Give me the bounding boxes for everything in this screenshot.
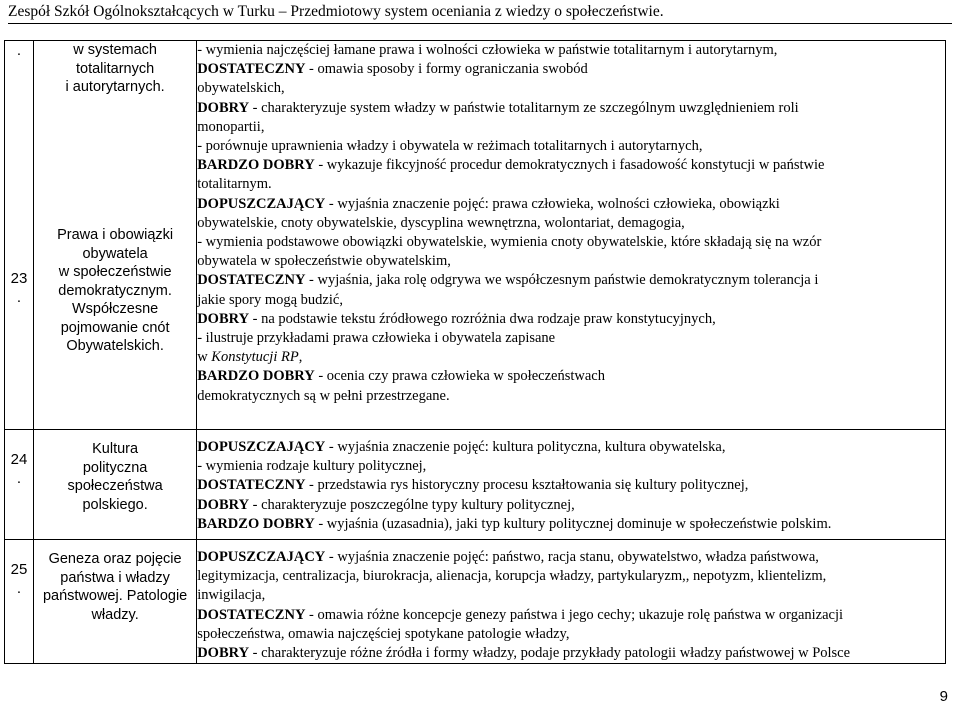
grade-level-label: DOPUSZCZAJĄCY: [197, 549, 326, 565]
row-number: [5, 41, 34, 430]
criteria-text: - wyjaśnia znaczenie pojęć: prawa człowieka, wolności człowieka, obowiązki: [325, 195, 780, 212]
criteria-line: [197, 137, 945, 156]
grade-level-label: DOSTATECZNY: [197, 272, 306, 289]
grade-level-label: DOSTATECZNY: [197, 61, 306, 78]
topic-line: polityczna: [82, 459, 148, 476]
criteria-line: [197, 644, 945, 663]
criteria-line: [197, 195, 945, 214]
row-number-line: [5, 136, 33, 155]
row-number-line: [5, 117, 33, 136]
row-number-line: [5, 250, 33, 269]
criteria-line: [197, 625, 945, 644]
header-title: Zespół Szkół Ogólnokształcących w Turku – Przedmiotowy system oceniania z wiedzy o społeczeństwie.: [8, 3, 664, 20]
row-number-line: [5, 326, 33, 345]
topic-line: [34, 189, 196, 208]
criteria-line: [197, 476, 945, 495]
criteria-text: - wymienia podstawowe obowiązki obywatelskie, wymienia cnoty obywatelskie, które składają się na wzór: [197, 234, 822, 251]
grade-level-label: BARDZO DOBRY: [197, 515, 315, 532]
grade-level-label: BARDZO DOBRY: [197, 157, 315, 174]
row-number-line: .: [16, 580, 22, 597]
topic-line: [34, 208, 196, 227]
row-number-line: 25: [10, 561, 28, 578]
table-row: [5, 430, 946, 540]
grade-level-label: BARDZO DOBRY: [197, 368, 315, 385]
criteria-line: [197, 348, 945, 367]
grade-level-label: DOSTATECZNY: [197, 477, 306, 494]
criteria-text: - wykazuje fikcyjność procedur demokratycznych i fasadowość konstytucji w państwie: [314, 157, 825, 174]
topic-line: pojmowanie cnót: [60, 319, 170, 336]
criteria-line: [197, 438, 945, 457]
row-number-line: .: [16, 42, 22, 59]
topic-line: Kultura: [92, 441, 139, 457]
row-number-line: [5, 364, 33, 383]
topic-line: w społeczeństwie: [58, 264, 172, 280]
grade-level-label: DOBRY: [197, 99, 250, 116]
row-number-line: [5, 345, 33, 364]
criteria-text: - wymienia rodzaje kultury politycznej,: [197, 458, 427, 475]
criteria-text: monopartii,: [197, 118, 265, 135]
topic-line: społeczeństwa: [67, 478, 163, 494]
criteria-line: [197, 329, 945, 348]
page-number: 9: [939, 688, 948, 705]
grade-level-label: DOBRY: [197, 645, 250, 662]
table-row: [5, 540, 946, 664]
row-number-line: [5, 231, 33, 250]
criteria-text: jakie spory mogą budzić,: [197, 291, 343, 308]
criteria-line: [197, 496, 945, 515]
topic-cell: [34, 540, 197, 664]
criteria-text: - charakteryzuje poszczególne typy kultury politycznej,: [249, 496, 575, 513]
criteria-line: [197, 60, 945, 79]
grade-level-label: DOBRY: [197, 310, 250, 327]
row-number: [5, 430, 34, 540]
criteria-line: [197, 214, 945, 233]
criteria-cell: [197, 540, 946, 664]
criteria-table: [4, 40, 946, 664]
criteria-text: - charakteryzuje różne źródła i formy władzy, podaje przykłady patologii władzy państwowej w Polsce: [249, 645, 851, 662]
topic-line: Współczesne: [71, 301, 159, 317]
criteria-text: legitymizacja, centralizacja, biurokracja, alienacja, korupcja władzy, partykularyzm,, nepotyzm, klientelizm,: [197, 568, 827, 585]
topic-line: [34, 171, 196, 190]
row-number-line: 23: [10, 270, 28, 287]
criteria-text: demokratycznych są w pełni przestrzegane.: [197, 387, 450, 404]
topic-line: państwa i władzy: [60, 569, 170, 586]
row-number-line: [5, 174, 33, 193]
criteria-line: [197, 310, 945, 329]
topic-line: Prawa i obowiązki: [57, 227, 174, 243]
criteria-line: [197, 271, 945, 290]
criteria-line: [197, 586, 945, 605]
topic-line: [34, 115, 196, 134]
row-number-line: [5, 383, 33, 402]
row-number: [5, 540, 34, 664]
criteria-text: obywatela w społeczeństwie obywatelskim,: [197, 253, 451, 270]
topic-line: [34, 152, 196, 171]
criteria-text: - wyjaśnia (uzasadnia), jaki typ kultury politycznej dominuje w społeczeństwie polskim.: [314, 515, 832, 532]
criteria-text: społeczeństwa, omawia najczęściej spotykane patologie władzy,: [197, 625, 570, 642]
row-number-line: [5, 60, 33, 79]
criteria-line: [197, 175, 945, 194]
topic-line: [34, 134, 196, 153]
row-number-line: [5, 193, 33, 212]
criteria-line: [197, 515, 945, 534]
row-number-line: [5, 155, 33, 174]
criteria-cell: [197, 41, 946, 430]
topic-line: [34, 97, 196, 116]
topic-line: państwowej. Patologie: [42, 588, 188, 604]
row-number-line: [5, 307, 33, 326]
criteria-text: obywatelskie, cnoty obywatelskie, dyscyplina wewnętrzna, wolontariat, demagogia,: [197, 214, 685, 231]
row-number-line: [5, 98, 33, 117]
topic-line: i autorytarnych.: [65, 79, 165, 95]
row-number-line: [5, 79, 33, 98]
criteria-cell: [197, 430, 946, 540]
criteria-text: w Konstytucji RP,: [197, 349, 303, 366]
criteria-text: - charakteryzuje system władzy w państwie totalitarnym ze szczególnym uwzględnieniem roli: [249, 99, 799, 116]
topic-line: w systemach: [73, 42, 157, 58]
topic-cell: [34, 41, 197, 430]
topic-line: polskiego.: [82, 496, 148, 513]
criteria-line: [197, 457, 945, 476]
criteria-text: - wymienia najczęściej łamane prawa i wolności człowieka w państwie totalitarnym i autorytarnym,: [197, 42, 778, 58]
topic-line: Geneza oraz pojęcie: [48, 551, 182, 567]
topic-cell: [34, 430, 197, 540]
criteria-text: - wyjaśnia, jaka rolę odgrywa we współczesnym państwie demokratycznym tolerancja i: [305, 272, 819, 289]
criteria-text: - porównuje uprawnienia władzy i obywatela w reżimach totalitarnych i autorytarnych,: [197, 138, 703, 155]
criteria-text: - omawia sposoby i formy ograniczania swobód: [305, 61, 588, 78]
criteria-line: [197, 367, 945, 386]
topic-line: demokratycznym.: [58, 282, 172, 299]
criteria-text: - ilustruje przykładami prawa człowieka i obywatela zapisane: [197, 330, 556, 347]
criteria-text: - wyjaśnia znaczenie pojęć: państwo, racja stanu, obywatelstwo, władza państwowa,: [325, 549, 819, 565]
criteria-line: [197, 79, 945, 98]
row-number-line: .: [16, 470, 22, 487]
grade-level-label: DOSTATECZNY: [197, 606, 306, 623]
criteria-line: [197, 99, 945, 118]
criteria-line: [197, 233, 945, 252]
document-header: [8, 2, 952, 24]
grade-level-label: DOBRY: [197, 496, 250, 513]
criteria-text: totalitarnym.: [197, 176, 272, 193]
criteria-line: [197, 118, 945, 137]
criteria-line: [197, 548, 945, 567]
criteria-text: - na podstawie tekstu źródłowego rozróżnia dwa rodzaje praw konstytucyjnych,: [249, 310, 716, 327]
criteria-line: [197, 41, 945, 60]
criteria-text: - przedstawia rys historyczny procesu kształtowania się kultury politycznej,: [305, 477, 749, 494]
criteria-text: - wyjaśnia znaczenie pojęć: kultura polityczna, kultura obywatelska,: [325, 439, 726, 455]
criteria-line: [197, 156, 945, 175]
topic-line: władzy.: [91, 606, 139, 623]
topic-line: obywatela: [82, 245, 148, 262]
row-number-line: [5, 212, 33, 231]
criteria-text: - ocenia czy prawa człowieka w społeczeństwach: [314, 368, 605, 385]
grade-level-label: DOPUSZCZAJĄCY: [197, 439, 326, 455]
criteria-line: [197, 291, 945, 310]
criteria-line: [197, 387, 945, 406]
row-number-line: .: [16, 289, 22, 306]
criteria-text: inwigilacja,: [197, 587, 266, 604]
criteria-line: [197, 567, 945, 586]
criteria-text: - omawia różne koncepcje genezy państwa i jego cechy; ukazuje rolę państwa w organizacji: [305, 606, 844, 623]
row-number-line: 24: [10, 451, 28, 468]
topic-line: totalitarnych: [76, 60, 155, 77]
grade-level-label: DOPUSZCZAJĄCY: [197, 195, 326, 212]
criteria-line: [197, 606, 945, 625]
topic-line: Obywatelskich.: [66, 338, 164, 354]
criteria-line: [197, 252, 945, 271]
criteria-text: obywatelskich,: [197, 80, 285, 97]
table-row: [5, 41, 946, 430]
